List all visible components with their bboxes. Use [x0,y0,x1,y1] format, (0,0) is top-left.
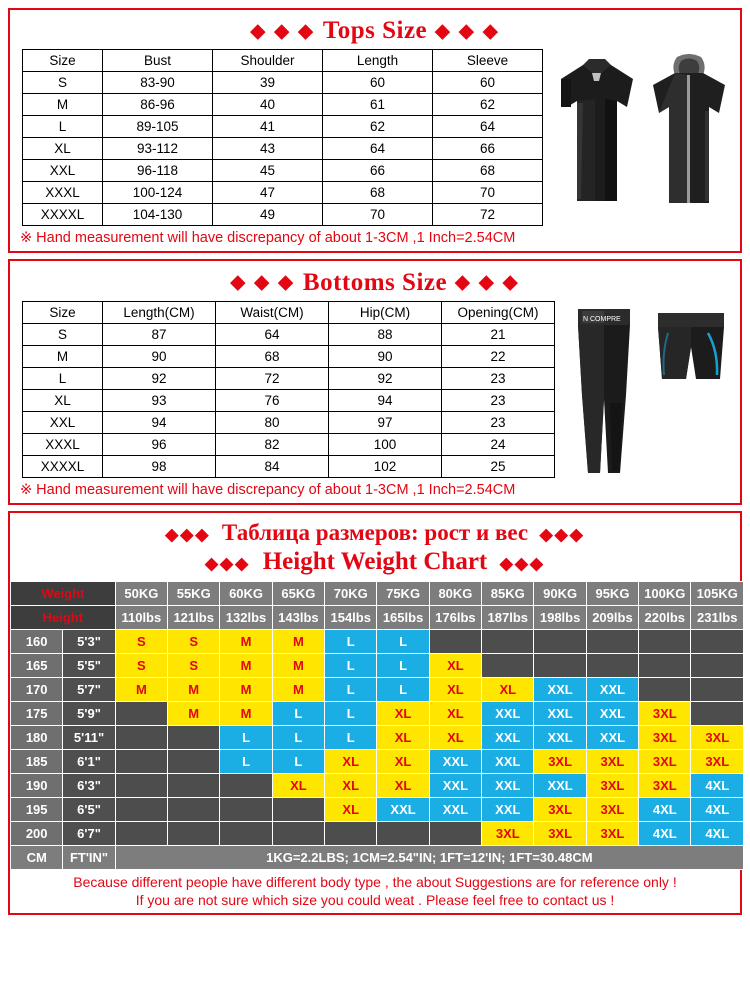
size-cell: L [220,749,272,773]
weight-axis-label: Weight [11,581,116,605]
size-cell: XXL [377,797,429,821]
size-cell [639,677,691,701]
weight-lbs-cell: 165lbs [377,605,429,629]
tops-title: ◆ ◆ ◆ Tops Size ◆ ◆ ◆ [250,17,500,45]
height-ft-cell: 5'9" [63,701,115,725]
table-row [11,797,744,821]
table-row [11,725,744,749]
table-row: L 89-105 41 62 64 [23,116,543,138]
size-cell [482,653,534,677]
size-cell: L [325,701,377,725]
size-cell [586,653,638,677]
size-cell [586,629,638,653]
weight-lbs-cell: 231lbs [691,605,744,629]
size-cell: 3XL [534,821,586,845]
size-cell [168,725,220,749]
size-cell: M [272,653,324,677]
size-cell: S [115,653,167,677]
size-cell: 4XL [691,821,744,845]
size-cell: 3XL [586,749,638,773]
height-cm-cell: 170 [11,677,63,701]
diamond-left-icon: ◆◆◆ [204,553,251,573]
bottoms-shorts-image [648,303,734,413]
size-cell: XXL [482,773,534,797]
weight-kg-cell: 65KG [272,581,324,605]
table-row: XXL 96-118 45 66 68 [23,160,543,182]
size-cell [168,749,220,773]
height-ft-cell: 6'5" [63,797,115,821]
table-row [11,749,744,773]
size-cell [482,629,534,653]
size-cell [429,629,481,653]
height-weight-panel [8,511,742,915]
height-weight-title-ru: ◆◆◆ Таблица размеров: рост и вес ◆◆◆ [165,519,585,545]
size-cell [377,821,429,845]
size-cell [168,821,220,845]
size-cell: L [325,725,377,749]
size-cell [639,629,691,653]
size-chart-page [0,8,750,1008]
size-cell: XXL [429,797,481,821]
size-cell: S [168,629,220,653]
weight-header-row [11,581,744,605]
ftin-label: FT'IN" [63,845,115,869]
size-cell [115,701,167,725]
size-cell: L [325,677,377,701]
height-cm-cell: 185 [11,749,63,773]
size-cell [272,821,324,845]
size-cell [691,653,744,677]
bottoms-size-table [22,301,555,478]
size-cell: L [377,653,429,677]
table-row [11,773,744,797]
table-row: XXXXL 98 84 102 25 [23,455,555,477]
bottoms-size-panel [8,259,742,504]
size-cell [534,653,586,677]
footnote-1: Because different people have different body type , the about Suggestions are for reference only ! [73,873,677,890]
height-cm-cell: 200 [11,821,63,845]
weight-kg-cell: 95KG [586,581,638,605]
weight-kg-cell: 60KG [220,581,272,605]
diamond-right-icon: ◆ ◆ ◆ [455,272,520,294]
size-cell [115,797,167,821]
size-cell: 3XL [534,797,586,821]
height-cm-cell: 190 [11,773,63,797]
size-cell [115,773,167,797]
size-cell: M [115,677,167,701]
height-weight-table [10,581,744,870]
size-cell [115,725,167,749]
weight-kg-cell: 70KG [325,581,377,605]
height-ft-cell: 5'11" [63,725,115,749]
bottoms-product-images [555,299,740,478]
weight-lbs-row [11,605,744,629]
size-cell: 3XL [639,773,691,797]
size-cell: XL [325,749,377,773]
table-row: XL 93 76 94 23 [23,389,555,411]
weight-lbs-cell: 110lbs [115,605,167,629]
size-cell: M [220,677,272,701]
weight-lbs-cell: 176lbs [429,605,481,629]
size-cell: L [377,677,429,701]
size-cell: XXL [429,773,481,797]
size-cell [220,797,272,821]
size-cell: M [220,653,272,677]
size-cell: 3XL [639,749,691,773]
diamond-left-icon: ◆ ◆ ◆ [230,272,295,294]
table-header-row: Size Bust Shoulder Length Sleeve [23,50,543,72]
weight-kg-cell: 80KG [429,581,481,605]
size-cell: L [272,725,324,749]
table-row: L 92 72 92 23 [23,367,555,389]
diamond-right-icon: ◆ ◆ ◆ [435,20,500,42]
table-row: S 83-90 39 60 60 [23,72,543,94]
size-cell: M [220,701,272,725]
size-cell [691,677,744,701]
size-cell: XL [377,773,429,797]
size-cell: XL [429,701,481,725]
size-cell: S [168,653,220,677]
tops-shirt-image [553,51,641,211]
size-cell [220,821,272,845]
table-row: XL 93-112 43 64 66 [23,138,543,160]
table-row: XXL 94 80 97 23 [23,411,555,433]
height-cm-cell: 195 [11,797,63,821]
height-axis-label: Height [11,605,116,629]
size-cell: M [220,629,272,653]
table-row [11,653,744,677]
size-cell: XXL [482,701,534,725]
size-cell: L [377,629,429,653]
table-row [11,677,744,701]
table-header-row: Size Length(CM) Waist(CM) Hip(CM) Opening(CM) [23,301,555,323]
size-cell: XL [429,725,481,749]
size-cell: 4XL [691,797,744,821]
height-ft-cell: 6'7" [63,821,115,845]
size-cell: XL [272,773,324,797]
bottoms-title: ◆ ◆ ◆ Bottoms Size ◆ ◆ ◆ [230,268,520,296]
size-cell: M [168,701,220,725]
size-cell: 3XL [482,821,534,845]
table-row: XXXXL 104-130 49 70 72 [23,204,543,226]
diamond-left-icon: ◆ ◆ ◆ [250,20,315,42]
size-cell: XL [325,797,377,821]
size-cell: XL [482,677,534,701]
height-ft-cell: 5'5" [63,653,115,677]
size-cell: XXL [586,677,638,701]
tops-product-images [543,47,740,211]
weight-kg-cell: 100KG [639,581,691,605]
size-cell: L [220,725,272,749]
size-cell: 3XL [586,773,638,797]
size-cell [691,629,744,653]
weight-kg-cell: 85KG [482,581,534,605]
size-cell: 4XL [691,773,744,797]
size-cell: M [272,629,324,653]
size-cell: XXL [534,677,586,701]
size-cell [115,821,167,845]
size-cell: 4XL [639,821,691,845]
weight-lbs-cell: 132lbs [220,605,272,629]
weight-lbs-cell: 154lbs [325,605,377,629]
weight-kg-cell: 50KG [115,581,167,605]
conversion-text: 1KG=2.2LBS; 1CM=2.54"IN; 1FT=12'IN; 1FT=30.48CM [115,845,743,869]
weight-lbs-cell: 198lbs [534,605,586,629]
size-cell: M [272,677,324,701]
size-cell: XXL [482,749,534,773]
size-cell [115,749,167,773]
size-cell [272,797,324,821]
size-cell: 3XL [639,725,691,749]
height-cm-cell: 175 [11,701,63,725]
size-cell: 4XL [639,797,691,821]
size-cell: 3XL [691,725,744,749]
size-cell: 3XL [534,749,586,773]
size-cell: XL [377,749,429,773]
size-cell: L [325,653,377,677]
weight-kg-cell: 90KG [534,581,586,605]
size-cell: M [168,677,220,701]
height-ft-cell: 6'1" [63,749,115,773]
height-weight-title-en: ◆◆◆ Height Weight Chart ◆◆◆ [204,547,545,575]
height-ft-cell: 5'7" [63,677,115,701]
table-row [11,629,744,653]
bottoms-leggings-image [564,303,644,478]
height-cm-cell: 180 [11,725,63,749]
weight-lbs-cell: 121lbs [168,605,220,629]
height-ft-cell: 6'3" [63,773,115,797]
table-row: XXXL 96 82 100 24 [23,433,555,455]
tops-size-table [22,49,543,226]
size-cell: XL [377,725,429,749]
cm-label: CM [11,845,63,869]
size-cell [691,701,744,725]
size-cell: 3XL [639,701,691,725]
table-row: M 90 68 90 22 [23,345,555,367]
size-cell: XXL [482,725,534,749]
table-row [11,701,744,725]
size-cell: XXL [429,749,481,773]
height-ft-cell: 5'3" [63,629,115,653]
weight-lbs-cell: 220lbs [639,605,691,629]
svg-text:N COMPRE: N COMPRE [582,315,621,323]
table-row [11,821,744,845]
footnote-2: If you are not sure which size you could weat . Please feel free to contact us ! [135,891,615,908]
size-cell: XL [325,773,377,797]
size-cell: XL [377,701,429,725]
size-cell: L [272,749,324,773]
tops-note: ※ Hand measurement will have discrepancy of about 1-3CM ,1 Inch=2.54CM [20,230,516,247]
height-cm-cell: 165 [11,653,63,677]
size-cell [325,821,377,845]
weight-lbs-cell: 187lbs [482,605,534,629]
table-row: S 87 64 88 21 [23,323,555,345]
weight-lbs-cell: 143lbs [272,605,324,629]
size-cell: 3XL [586,821,638,845]
table-row: XXXL 100-124 47 68 70 [23,182,543,204]
weight-kg-cell: 105KG [691,581,744,605]
size-cell [220,773,272,797]
size-cell: XXL [534,725,586,749]
weight-kg-cell: 75KG [377,581,429,605]
size-cell [534,629,586,653]
size-cell: XXL [534,773,586,797]
size-cell [168,797,220,821]
size-cell: 3XL [586,797,638,821]
diamond-right-icon: ◆◆◆ [539,524,585,544]
tops-jacket-image [645,51,733,211]
size-cell: XL [429,677,481,701]
size-cell: XXL [534,701,586,725]
diamond-right-icon: ◆◆◆ [499,553,545,573]
size-cell: S [115,629,167,653]
size-cell: L [272,701,324,725]
size-cell [429,821,481,845]
size-cell: XXL [482,797,534,821]
size-cell: L [325,629,377,653]
size-cell [168,773,220,797]
bottoms-note: ※ Hand measurement will have discrepancy of about 1-3CM ,1 Inch=2.54CM [20,481,516,498]
size-cell: XL [429,653,481,677]
weight-lbs-cell: 209lbs [586,605,638,629]
conversion-row [11,845,744,869]
height-cm-cell: 160 [11,629,63,653]
size-cell: XXL [586,701,638,725]
size-cell [639,653,691,677]
table-row: M 86-96 40 61 62 [23,94,543,116]
weight-kg-cell: 55KG [168,581,220,605]
size-cell: 3XL [691,749,744,773]
tops-size-panel [8,8,742,253]
diamond-left-icon: ◆◆◆ [165,524,211,544]
size-cell: XXL [586,725,638,749]
